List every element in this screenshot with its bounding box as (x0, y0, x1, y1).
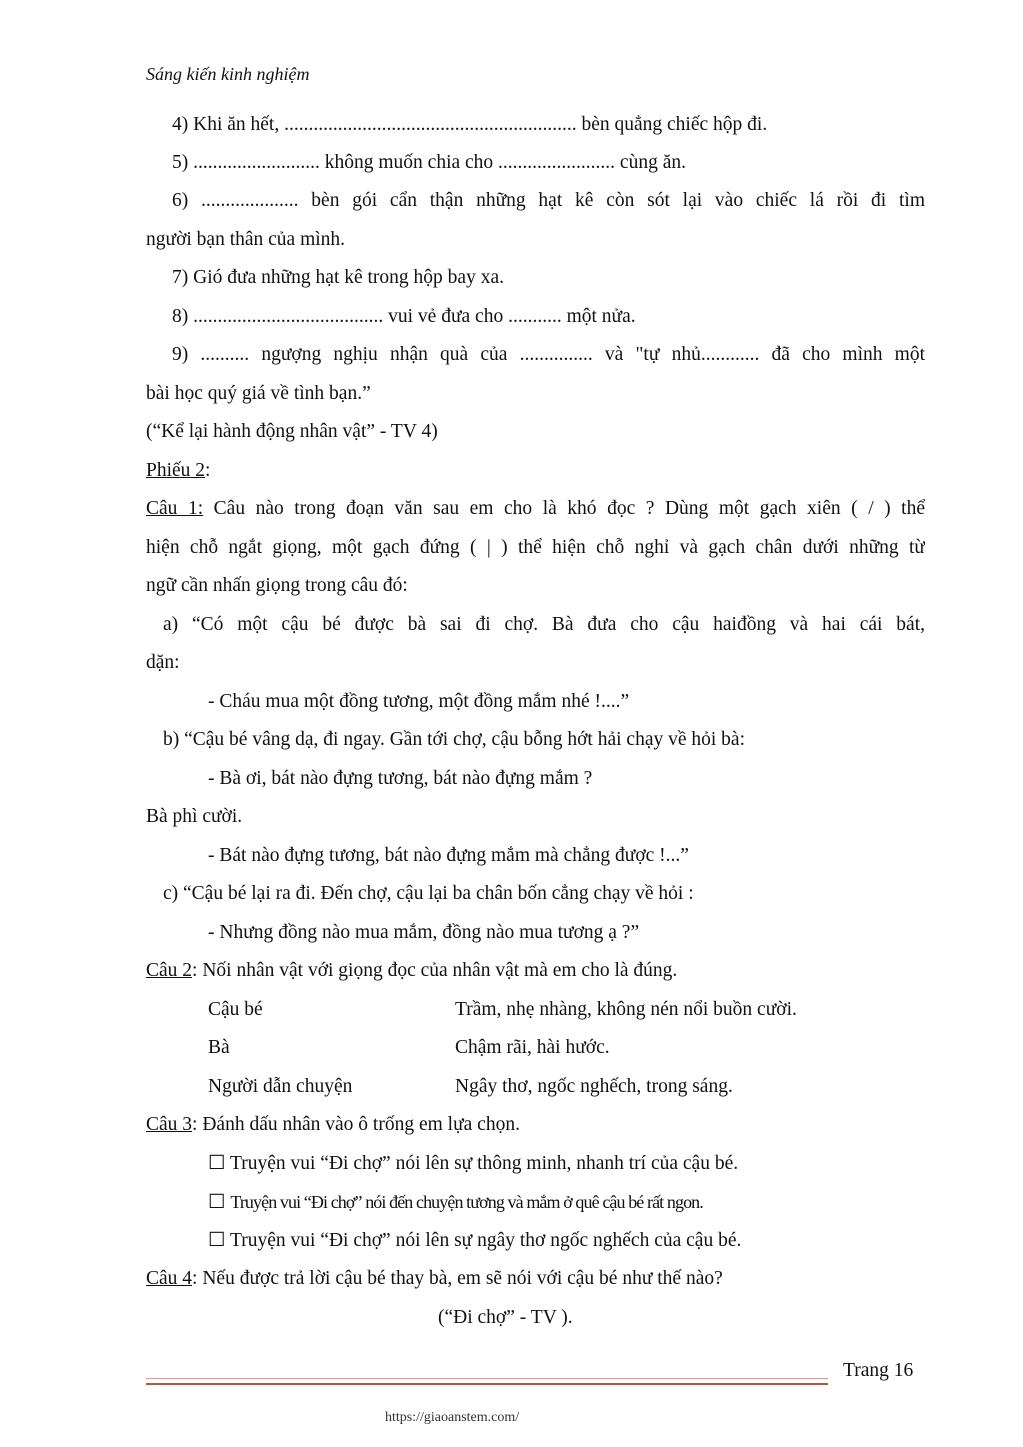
footer-divider (146, 1378, 828, 1385)
exercise-line-6-cont: người bạn thân của mình. (146, 229, 346, 250)
checkbox-3[interactable]: ☐ (208, 1230, 226, 1251)
passage-a-line-3: - Cháu mua một đồng tương, một đồng mắm nhé !....” (208, 691, 630, 712)
passage-c-line-1: c) “Cậu bé lại ra đi. Đến chợ, cậu lại ba chân bốn cẳng chạy về hỏi : (163, 883, 694, 904)
exercise-line-9-cont: bài học quý giá về tình bạn.” (146, 383, 371, 404)
question-1-line-3: ngữ cần nhấn giọng trong câu đó: (146, 575, 408, 596)
passage-b-line-2: - Bà ơi, bát nào đựng tương, bát nào đựng mắm ? (208, 768, 593, 789)
question-3-line (146, 1113, 520, 1137)
voice-3: Ngây thơ, ngốc nghếch, trong sáng. (455, 1076, 733, 1097)
exercise-line-4: 4) Khi ăn hết, ............................................................ bèn quẳng chiếc hộp đi. (172, 114, 768, 135)
exercise-line-6: 6) .................... bèn gói cẩn thận những hạt kê còn sót lại vào chiếc lá rồi đi tìm (172, 190, 925, 211)
option-1 (208, 1152, 738, 1176)
character-3: Người dẫn chuyện (208, 1076, 353, 1097)
option-2-text: Truyện vui “Đi chợ” nói đến chuyện tương và mắm ở quê cậu bé rất ngon. (230, 1192, 703, 1212)
question-1-line-1 (146, 497, 925, 521)
passage-a-line-2: dặn: (146, 652, 180, 673)
character-1: Cậu bé (208, 999, 263, 1020)
phieu-2-title: Phiếu 2 (146, 460, 206, 481)
character-2: Bà (208, 1037, 230, 1058)
option-2 (208, 1190, 703, 1215)
phieu-2-colon: : (205, 460, 211, 481)
passage-b-line-4: - Bát nào đựng tương, bát nào đựng mắm mà chẳng được !...” (208, 845, 689, 866)
section-heading-phieu-2 (146, 459, 210, 483)
question-2-label: Câu 2 (146, 960, 193, 981)
checkbox-1[interactable]: ☐ (208, 1153, 226, 1174)
voice-2: Chậm rãi, hài hước. (455, 1037, 610, 1058)
voice-1: Trầm, nhẹ nhàng, không nén nổi buồn cười. (455, 999, 797, 1020)
question-3-label: Câu 3 (146, 1114, 193, 1135)
option-1-text: Truyện vui “Đi chợ” nói lên sự thông minh, nhanh trí của cậu bé. (230, 1153, 739, 1174)
passage-b-line-1: b) “Cậu bé vâng dạ, đi ngay. Gần tới chợ, cậu bỗng hớt hải chạy về hỏi bà: (163, 729, 746, 750)
page-number: Trang 16 (843, 1360, 914, 1381)
question-3-text: : Đánh dấu nhân vào ô trống em lựa chọn. (192, 1114, 520, 1135)
footer-url[interactable]: https://giaoanstem.com/ (385, 1410, 520, 1425)
exercise-line-5: 5) .......................... không muốn chia cho ........................ cùng ăn. (172, 152, 686, 173)
option-3 (208, 1229, 741, 1253)
passage-b-line-3: Bà phì cười. (146, 806, 243, 827)
passage-a-line-1: a) “Có một cậu bé được bà sai đi chợ. Bà đưa cho cậu haiđồng và hai cái bát, (163, 614, 925, 635)
question-4-line (146, 1267, 723, 1291)
question-2-text: : Nối nhân vật với giọng đọc của nhân vật mà em cho là đúng. (192, 960, 678, 981)
exercise-line-8: 8) ....................................... vui vẻ đưa cho ........... một nửa. (172, 306, 636, 327)
passage-c-line-2: - Nhưng đồng nào mua mắm, đồng nào mua tương ạ ?” (208, 922, 640, 943)
exercise-line-7: 7) Gió đưa những hạt kê trong hộp bay xa. (172, 267, 504, 288)
exercise-line-9: 9) .......... ngượng nghịu nhận quà của ............... và "tự nhủ............ đã cho mình một (172, 344, 925, 365)
source-citation-1: (“Kể lại hành động nhân vật” - TV 4) (146, 421, 438, 442)
question-1-label: Câu 1: (146, 498, 204, 519)
question-1-text: Câu nào trong đoạn văn sau em cho là khó đọc ? Dùng một gạch xiên ( / ) thể (203, 498, 925, 519)
checkbox-2[interactable]: ☐ (208, 1192, 226, 1213)
question-2-line (146, 959, 677, 983)
running-header: Sáng kiến kinh nghiệm (146, 64, 310, 84)
source-citation-2: (“Đi chợ” - TV ). (438, 1307, 573, 1328)
option-3-text: Truyện vui “Đi chợ” nói lên sự ngây thơ ngốc nghếch của cậu bé. (230, 1230, 742, 1251)
question-4-text: : Nếu được trả lời cậu bé thay bà, em sẽ nói với cậu bé như thế nào? (192, 1268, 723, 1289)
question-4-label: Câu 4 (146, 1268, 193, 1289)
question-1-line-2: hiện chỗ ngắt giọng, một gạch đứng ( | ) thể hiện chỗ nghỉ và gạch chân dưới những từ (146, 537, 925, 558)
